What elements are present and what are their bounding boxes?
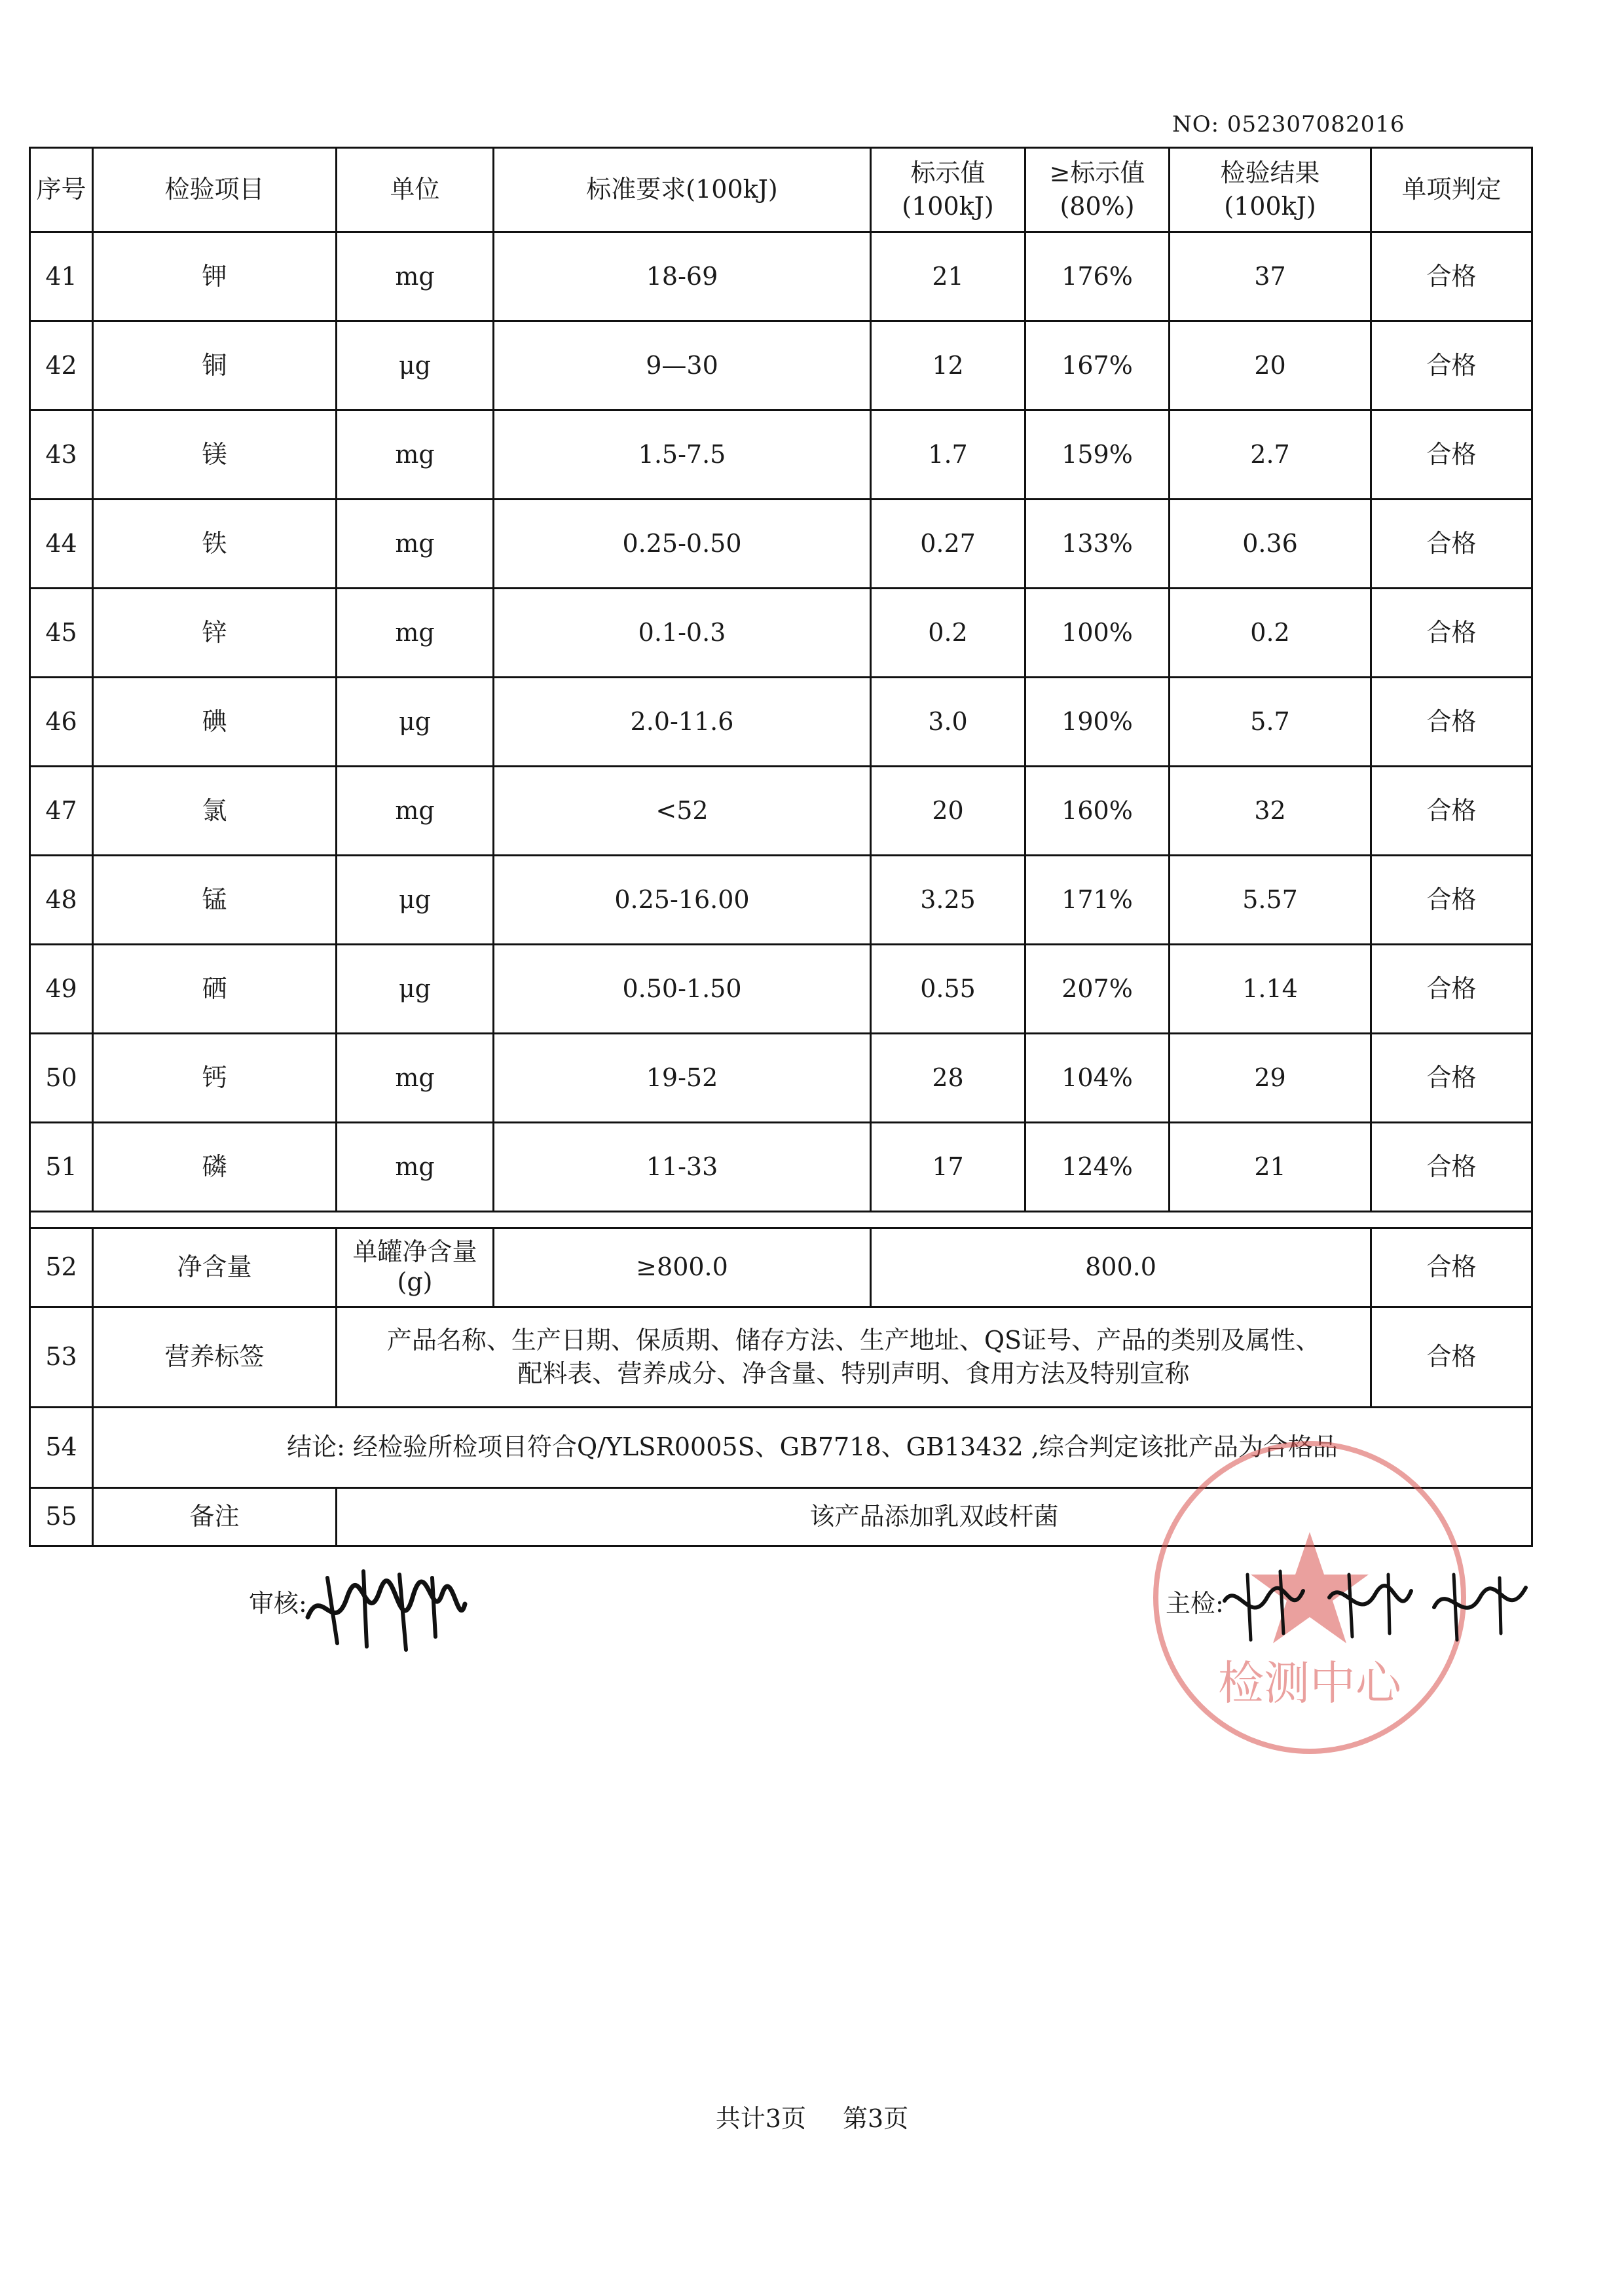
- result-cell: 5.57: [1170, 856, 1371, 945]
- header-seq: 序号: [30, 148, 93, 232]
- table-row: [30, 1123, 1532, 1212]
- label-value-cell: 0.2: [871, 589, 1025, 678]
- label-value-cell: 3.0: [871, 678, 1025, 767]
- header-verdict: 单项判定: [1371, 148, 1532, 232]
- item-cell: 碘: [93, 678, 337, 767]
- unit-cell: 单罐净含量 (g): [337, 1228, 494, 1307]
- result-cell: 0.36: [1170, 500, 1371, 589]
- result-cell: 5.7: [1170, 678, 1371, 767]
- result-cell: 800.0: [871, 1228, 1371, 1307]
- reviewer-label: 审核:: [249, 1589, 307, 1618]
- label-value-cell: 17: [871, 1123, 1025, 1212]
- item-cell: 氯: [93, 767, 337, 856]
- seq-cell: 51: [30, 1123, 93, 1212]
- label-value-cell: 12: [871, 321, 1025, 410]
- ratio-cell: 176%: [1025, 232, 1170, 321]
- unit-cell: mg: [337, 767, 494, 856]
- report-number: NO: 052307082016: [1172, 111, 1405, 137]
- unit-cell: μg: [337, 321, 494, 410]
- unit-cell: μg: [337, 678, 494, 767]
- item-cell: 钾: [93, 232, 337, 321]
- item-cell: 镁: [93, 410, 337, 500]
- seq-cell: 44: [30, 500, 93, 589]
- header-unit: 单位: [337, 148, 494, 232]
- stamp-text: 检测中心: [1218, 1656, 1401, 1710]
- standard-cell: 0.50-1.50: [494, 945, 871, 1034]
- ratio-cell: 124%: [1025, 1123, 1170, 1212]
- seq-cell: 46: [30, 678, 93, 767]
- remark-content-cell: 该产品添加乳双歧杆菌: [337, 1488, 1532, 1546]
- standard-cell: 11-33: [494, 1123, 871, 1212]
- seq-cell: 53: [30, 1307, 93, 1408]
- table-row: [30, 232, 1532, 321]
- unit-cell: mg: [337, 1034, 494, 1123]
- standard-cell: ≥800.0: [494, 1228, 871, 1307]
- verdict-cell: 合格: [1371, 500, 1532, 589]
- table-header-row: [30, 148, 1532, 232]
- seq-cell: 52: [30, 1228, 93, 1307]
- table-row: [30, 410, 1532, 500]
- item-cell: 硒: [93, 945, 337, 1034]
- table-row: [30, 500, 1532, 589]
- table-row: [30, 945, 1532, 1034]
- ratio-cell: 167%: [1025, 321, 1170, 410]
- seq-cell: 45: [30, 589, 93, 678]
- unit-cell: μg: [337, 856, 494, 945]
- seq-cell: 49: [30, 945, 93, 1034]
- inspector-signatures: [1218, 1561, 1539, 1647]
- item-cell: 锌: [93, 589, 337, 678]
- reviewer-signature: [301, 1558, 471, 1656]
- table-row: [30, 589, 1532, 678]
- standard-cell: 2.0-11.6: [494, 678, 871, 767]
- ratio-cell: 207%: [1025, 945, 1170, 1034]
- verdict-cell: 合格: [1371, 767, 1532, 856]
- verdict-cell: 合格: [1371, 410, 1532, 500]
- item-cell: 营养标签: [93, 1307, 337, 1408]
- table-row: [30, 321, 1532, 410]
- header-label-value: 标示值 (100kJ): [871, 148, 1025, 232]
- standard-cell: 0.25-16.00: [494, 856, 871, 945]
- seq-cell: 43: [30, 410, 93, 500]
- table-row: [30, 678, 1532, 767]
- ratio-cell: 171%: [1025, 856, 1170, 945]
- label-content-cell: 产品名称、生产日期、保质期、储存方法、生产地址、QS证号、产品的类别及属性、 配料表、营养成分、净含量、特别声明、食用方法及特别宣称: [337, 1307, 1371, 1408]
- ratio-cell: 104%: [1025, 1034, 1170, 1123]
- verdict-cell: 合格: [1371, 321, 1532, 410]
- unit-cell: mg: [337, 232, 494, 321]
- verdict-cell: 合格: [1371, 945, 1532, 1034]
- item-cell: 铁: [93, 500, 337, 589]
- result-cell: 29: [1170, 1034, 1371, 1123]
- verdict-cell: 合格: [1371, 1228, 1532, 1307]
- result-cell: 1.14: [1170, 945, 1371, 1034]
- result-cell: 0.2: [1170, 589, 1371, 678]
- label-value-cell: 0.27: [871, 500, 1025, 589]
- gap-cell: [30, 1212, 1532, 1228]
- ratio-cell: 160%: [1025, 767, 1170, 856]
- ratio-cell: 159%: [1025, 410, 1170, 500]
- current-page: 第3页: [843, 2104, 909, 2133]
- unit-cell: mg: [337, 500, 494, 589]
- total-pages: 共计3页: [715, 2104, 806, 2133]
- table-gap-row: [30, 1212, 1532, 1228]
- unit-cell: mg: [337, 589, 494, 678]
- seq-cell: 48: [30, 856, 93, 945]
- standard-cell: 19-52: [494, 1034, 871, 1123]
- standard-cell: 18-69: [494, 232, 871, 321]
- seq-cell: 42: [30, 321, 93, 410]
- ratio-cell: 100%: [1025, 589, 1170, 678]
- item-cell: 锰: [93, 856, 337, 945]
- header-standard: 标准要求(100kJ): [494, 148, 871, 232]
- result-cell: 20: [1170, 321, 1371, 410]
- table-body: [30, 232, 1532, 1212]
- seq-cell: 54: [30, 1408, 93, 1488]
- header-ratio: ≥标示值 (80%): [1025, 148, 1170, 232]
- seq-cell: 50: [30, 1034, 93, 1123]
- verdict-cell: 合格: [1371, 589, 1532, 678]
- result-cell: 2.7: [1170, 410, 1371, 500]
- table-row: [30, 856, 1532, 945]
- page-footer: [0, 2098, 1624, 2134]
- unit-cell: mg: [337, 1123, 494, 1212]
- label-value-cell: 3.25: [871, 856, 1025, 945]
- item-cell: 磷: [93, 1123, 337, 1212]
- inspection-table: [29, 147, 1533, 1547]
- standard-cell: 0.1-0.3: [494, 589, 871, 678]
- result-cell: 37: [1170, 232, 1371, 321]
- verdict-cell: 合格: [1371, 1307, 1532, 1408]
- table-row: [30, 767, 1532, 856]
- verdict-cell: 合格: [1371, 1123, 1532, 1212]
- standard-cell: 0.25-0.50: [494, 500, 871, 589]
- table-row-53: [30, 1307, 1532, 1408]
- header-item: 检验项目: [93, 148, 337, 232]
- table-row-52: [30, 1228, 1532, 1307]
- item-cell: 钙: [93, 1034, 337, 1123]
- ratio-cell: 133%: [1025, 500, 1170, 589]
- unit-cell: mg: [337, 410, 494, 500]
- verdict-cell: 合格: [1371, 856, 1532, 945]
- inspector-label: 主检:: [1166, 1589, 1224, 1618]
- standard-cell: 1.5-7.5: [494, 410, 871, 500]
- conclusion-cell: 结论: 经检验所检项目符合Q/YLSR0005S、GB7718、GB13432 ,综合判定该批产品为合格品: [93, 1408, 1532, 1488]
- label-value-cell: 28: [871, 1034, 1025, 1123]
- table-row: [30, 1034, 1532, 1123]
- item-cell: 净含量: [93, 1228, 337, 1307]
- verdict-cell: 合格: [1371, 678, 1532, 767]
- header-result: 检验结果 (100kJ): [1170, 148, 1371, 232]
- result-cell: 21: [1170, 1123, 1371, 1212]
- ratio-cell: 190%: [1025, 678, 1170, 767]
- label-value-cell: 20: [871, 767, 1025, 856]
- unit-cell: μg: [337, 945, 494, 1034]
- standard-cell: <52: [494, 767, 871, 856]
- label-value-cell: 21: [871, 232, 1025, 321]
- seq-cell: 47: [30, 767, 93, 856]
- label-value-cell: 0.55: [871, 945, 1025, 1034]
- remark-label-cell: 备注: [93, 1488, 337, 1546]
- seq-cell: 41: [30, 232, 93, 321]
- standard-cell: 9—30: [494, 321, 871, 410]
- seq-cell: 55: [30, 1488, 93, 1546]
- verdict-cell: 合格: [1371, 232, 1532, 321]
- label-value-cell: 1.7: [871, 410, 1025, 500]
- verdict-cell: 合格: [1371, 1034, 1532, 1123]
- item-cell: 铜: [93, 321, 337, 410]
- result-cell: 32: [1170, 767, 1371, 856]
